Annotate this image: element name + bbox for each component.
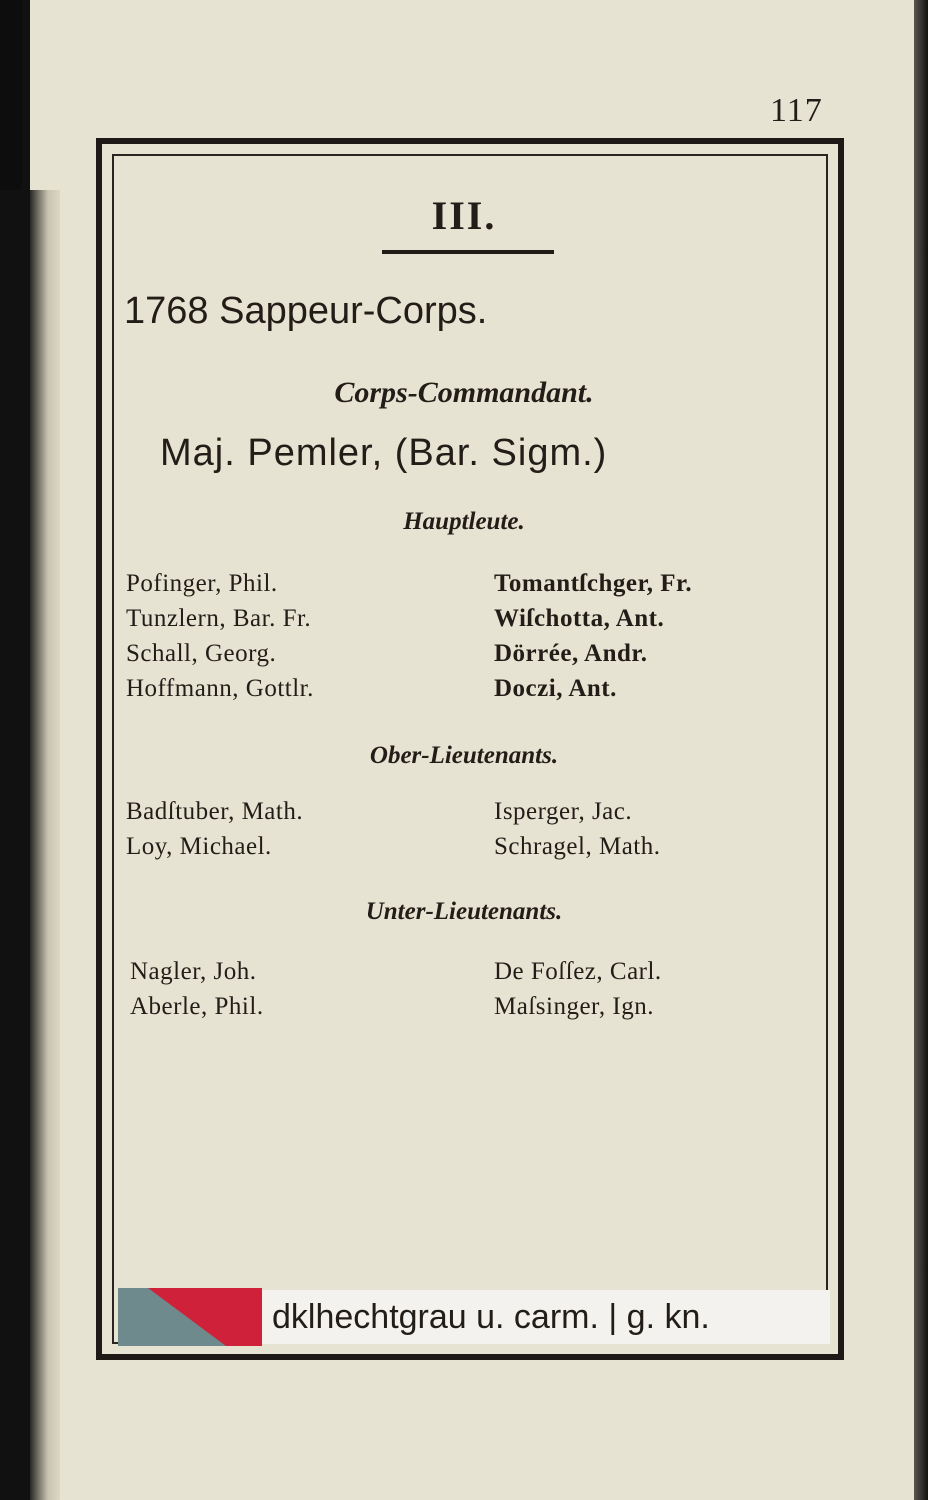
list-item: Schall, Georg. — [126, 640, 277, 667]
hauptleute-left-list — [126, 566, 314, 706]
list-item: Dörrée, Andr. — [494, 640, 648, 667]
section-number: III. — [431, 193, 497, 238]
list-item: Nagler, Joh. — [130, 958, 257, 985]
list-item: Isperger, Jac. — [494, 798, 633, 825]
hauptleute-heading: Hauptleute. — [403, 508, 525, 535]
list-item: Maſsinger, Ign. — [494, 993, 654, 1020]
list-item: De Foſſez, Carl. — [494, 958, 662, 985]
list-item: Tunzlern, Bar. Fr. — [126, 605, 312, 632]
page-number: 117 — [770, 92, 823, 129]
unter-lieutenants-right-list — [494, 954, 662, 1024]
uniform-colour-label: dklhechtgrau u. carm. | g. kn. — [262, 1290, 830, 1344]
list-item: Loy, Michael. — [126, 833, 272, 860]
list-item: Wiſchotta, Ant. — [494, 605, 665, 632]
list-item: Pofinger, Phil. — [126, 570, 278, 597]
binding-shadow — [0, 0, 22, 190]
ober-lieutenants-left-list — [126, 794, 303, 864]
uniform-colour-swatch — [118, 1288, 262, 1346]
list-item: Doczi, Ant. — [494, 675, 617, 702]
list-item: Schragel, Math. — [494, 833, 661, 860]
title-rule — [382, 250, 554, 254]
unter-lieutenants-heading: Unter-Lieutenants. — [365, 898, 563, 925]
commandant-name: Maj. Pemler, (Bar. Sigm.) — [160, 432, 608, 474]
list-item: Badſtuber, Math. — [126, 798, 304, 825]
list-item: Tomantſchger, Fr. — [494, 570, 693, 597]
commandant-heading: Corps-Commandant. — [334, 376, 594, 409]
list-item: Hoffmann, Gottlr. — [126, 675, 314, 702]
ober-lieutenants-right-list — [494, 794, 660, 864]
corps-title: 1768 Sappeur-Corps. — [124, 290, 488, 332]
ober-lieutenants-heading: Ober-Lieutenants. — [369, 742, 559, 769]
unter-lieutenants-left-list — [130, 954, 264, 1024]
hauptleute-right-list — [494, 566, 692, 706]
list-item: Aberle, Phil. — [130, 993, 264, 1020]
